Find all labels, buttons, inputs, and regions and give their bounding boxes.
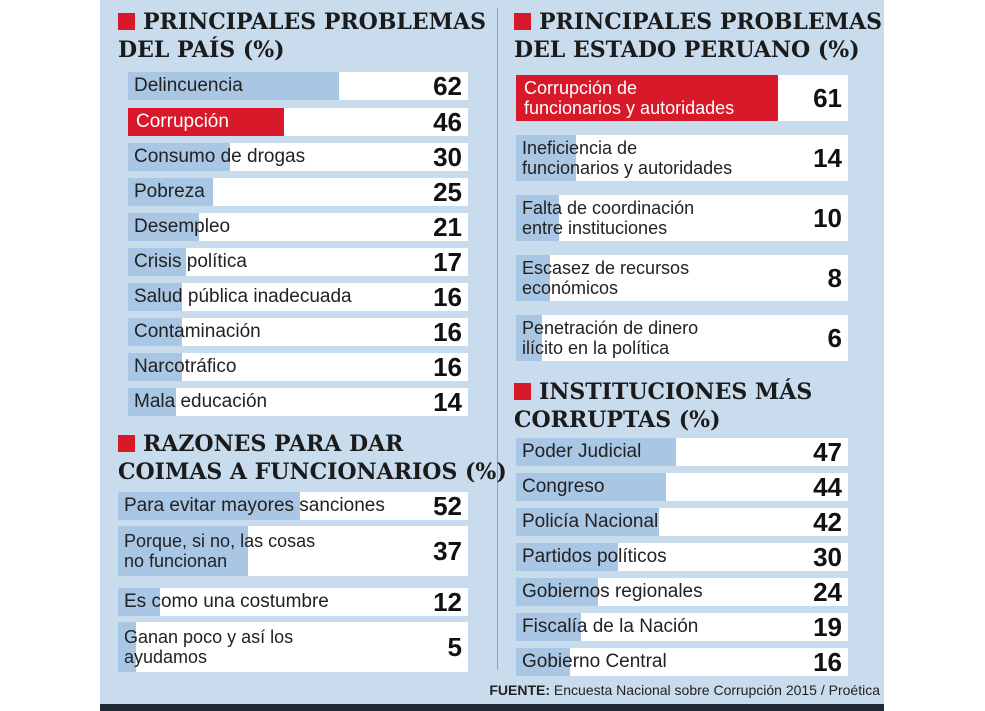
category-label-line: Partidos políticos (522, 546, 667, 567)
category-label-line: no funcionan (124, 551, 228, 571)
value-label: 30 (433, 143, 462, 171)
category-label (134, 178, 205, 206)
category-label-line: Ineficiencia de (522, 138, 638, 158)
source-note (405, 682, 880, 698)
category-label (522, 195, 694, 241)
value-label: 30 (813, 543, 842, 571)
bar-row (516, 543, 848, 571)
chart-title-line2: CORRUPTAS (%) (514, 407, 721, 433)
bar-row (516, 315, 848, 361)
bar-row (128, 143, 468, 171)
value-label: 19 (813, 613, 842, 641)
category-label (522, 438, 641, 466)
category-label (522, 255, 689, 301)
bar-row (128, 213, 468, 241)
chart-title-line1: PRINCIPALES PROBLEMAS (143, 9, 486, 35)
category-label-line: Corrupción (136, 111, 229, 132)
value-label: 47 (813, 438, 842, 466)
category-label-line: económicos (522, 278, 619, 298)
chart-title-1 (118, 430, 507, 486)
category-label-line: Ganan poco y así los (124, 627, 294, 647)
bar-row (118, 588, 468, 616)
category-label (134, 72, 243, 100)
value-label: 14 (433, 388, 462, 416)
value-label: 24 (813, 578, 842, 606)
bar-row (118, 622, 468, 672)
category-label-line: Para evitar mayores sanciones (124, 495, 385, 516)
chart-title-line1: RAZONES PARA DAR (143, 431, 404, 457)
category-label-line: Pobreza (134, 181, 205, 202)
value-label: 62 (433, 72, 462, 100)
category-label-line: Poder Judicial (522, 441, 642, 462)
value-label: 16 (813, 648, 842, 676)
category-label (522, 473, 604, 501)
bar-row (128, 388, 468, 416)
bar-row (128, 248, 468, 276)
source-text: Encuesta Nacional sobre Corrupción 2015 / Proética (553, 682, 880, 698)
value-label: 16 (433, 353, 462, 381)
category-label-line: Narcotráfico (134, 356, 237, 377)
category-label (522, 578, 703, 606)
value-label: 8 (827, 262, 842, 293)
red-square-bullet-icon (514, 13, 531, 30)
value-label: 14 (813, 142, 842, 173)
category-label-line: Policía Nacional (522, 511, 659, 532)
value-label: 16 (433, 318, 462, 346)
bar-row (128, 72, 468, 100)
bar-row (118, 526, 468, 576)
category-label (522, 315, 698, 361)
red-square-bullet-icon (118, 435, 135, 452)
red-square-bullet-icon (118, 13, 135, 30)
bar-row (118, 492, 468, 520)
red-square-bullet-icon (514, 383, 531, 400)
category-label-line: entre instituciones (522, 218, 668, 238)
category-label-line: Salud pública inadecuada (134, 286, 352, 307)
source-label: FUENTE: (489, 682, 551, 698)
value-label: 52 (433, 492, 462, 520)
bar-row (516, 75, 848, 121)
category-label-line: Gobierno Central (522, 651, 667, 672)
category-label (134, 213, 230, 241)
category-label-line: Desempleo (134, 216, 231, 237)
column-divider (497, 8, 498, 670)
value-label: 12 (433, 588, 462, 616)
category-label (522, 75, 736, 121)
chart-title-0 (118, 8, 486, 64)
category-label-line: Congreso (522, 476, 605, 497)
chart-title-line1: PRINCIPALES PROBLEMAS (539, 9, 882, 35)
value-label: 17 (433, 248, 462, 276)
category-label-line: Contaminación (134, 321, 261, 342)
category-label-line: Penetración de dinero (522, 318, 699, 338)
category-label-line: Fiscalía de la Nación (522, 616, 699, 637)
category-label (134, 248, 247, 276)
category-label-line: funcionarios y autoridades (522, 158, 733, 178)
value-label: 42 (813, 508, 842, 536)
category-label (134, 108, 231, 136)
bar-row (128, 178, 468, 206)
category-label-line: ilícito en la política (522, 338, 670, 358)
bar-row (516, 473, 848, 501)
category-label (522, 135, 732, 181)
category-label (124, 492, 385, 520)
value-label: 61 (813, 82, 842, 113)
category-label-line: Delincuencia (134, 75, 243, 96)
bar-row (516, 438, 848, 466)
category-label (522, 613, 698, 641)
bar-row (516, 135, 848, 181)
bar-row (128, 353, 468, 381)
value-label: 21 (433, 213, 462, 241)
category-label (134, 283, 352, 311)
category-label-line: Falta de coordinación (522, 198, 695, 218)
bar-row (516, 648, 848, 676)
category-label (134, 353, 236, 381)
category-label-line: funcionarios y autoridades (524, 98, 735, 118)
value-label: 25 (433, 178, 462, 206)
category-label-line: Mala educación (134, 391, 268, 412)
category-label-line: Consumo de drogas (134, 146, 306, 167)
value-label: 10 (813, 202, 842, 233)
value-label: 6 (827, 322, 842, 353)
category-label (522, 648, 667, 676)
category-label-line: Corrupción de (522, 78, 736, 98)
category-label (124, 526, 315, 576)
chart-title-2 (514, 8, 882, 64)
category-label-line: Es como una costumbre (124, 591, 329, 612)
category-label (522, 543, 667, 571)
value-label: 44 (813, 473, 842, 501)
bar-row (128, 318, 468, 346)
value-label: 37 (433, 535, 462, 566)
value-label: 16 (433, 283, 462, 311)
bar-row (516, 578, 848, 606)
chart-title-3 (514, 378, 812, 434)
bar-row (516, 255, 848, 301)
chart-title-line2: DEL ESTADO PERUANO (%) (514, 37, 860, 63)
bar-row (128, 283, 468, 311)
category-label-line: Gobiernos regionales (522, 581, 703, 602)
bar-row (516, 508, 848, 536)
category-label (134, 388, 267, 416)
bar-row (516, 613, 848, 641)
bar-row (516, 195, 848, 241)
category-label-line: Escasez de recursos (522, 258, 690, 278)
category-label (134, 318, 261, 346)
value-label: 46 (433, 108, 462, 136)
value-label: 5 (447, 631, 462, 662)
category-label (124, 588, 329, 616)
chart-title-line2: COIMAS A FUNCIONARIOS (%) (118, 459, 507, 485)
bottom-rule (100, 704, 884, 711)
category-label-line: Porque, si no, las cosas (124, 531, 316, 551)
category-label (522, 508, 658, 536)
category-label (124, 622, 293, 672)
category-label (134, 143, 305, 171)
chart-title-line1: INSTITUCIONES MÁS (539, 379, 813, 405)
chart-title-line2: DEL PAÍS (%) (118, 37, 285, 63)
category-label-line: Crisis política (134, 251, 247, 272)
category-label-line: ayudamos (124, 647, 208, 667)
bar-row (128, 108, 468, 136)
